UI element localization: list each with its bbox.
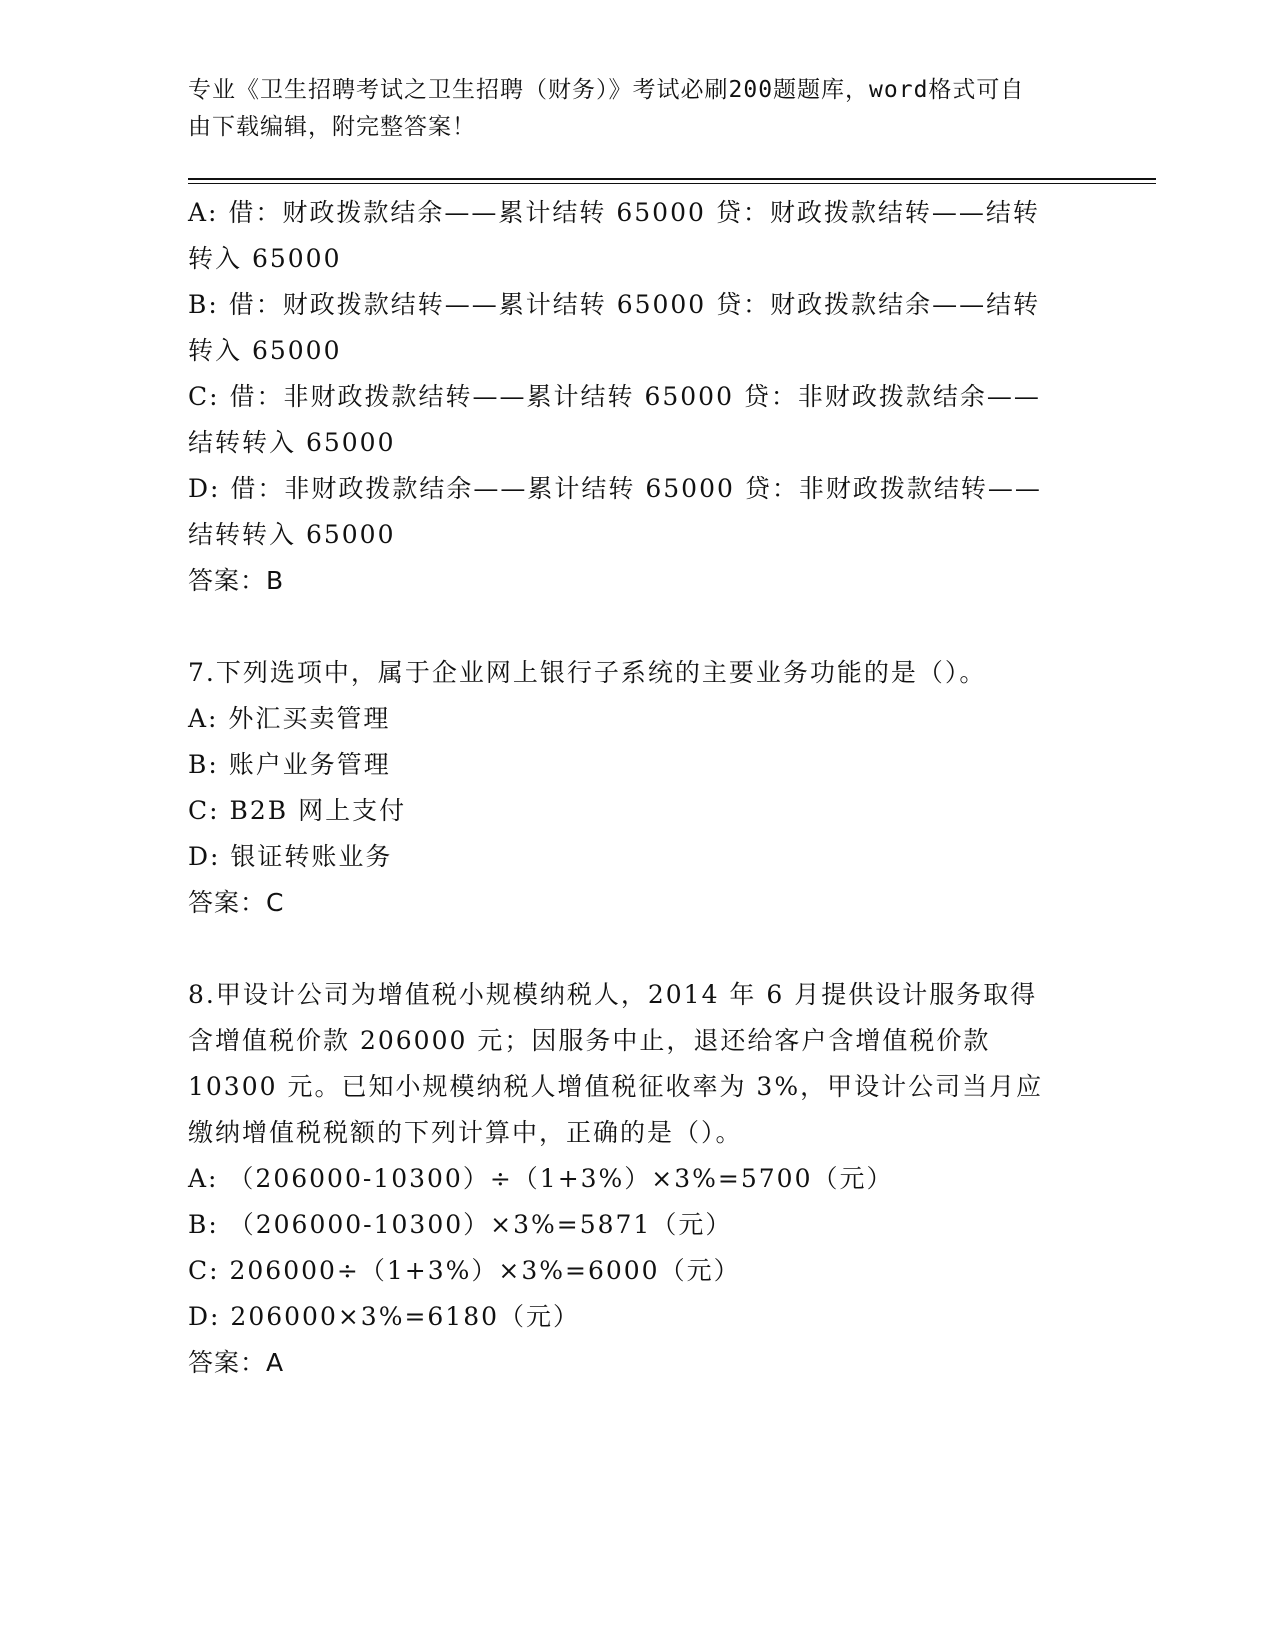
- header-line-1: 专业《卫生招聘考试之卫生招聘（财务）》考试必刷200题题库，word格式可自: [188, 77, 1025, 103]
- header-line-2: 由下载编辑，附完整答案！: [188, 114, 476, 140]
- spacer: [188, 604, 1088, 650]
- question-6-block: [188, 190, 1088, 604]
- q8-option-d: D: 206000×3%=6180（元）: [188, 1302, 581, 1331]
- q7-option-b: B: 账户业务管理: [188, 750, 391, 779]
- q6-option-b-line-2: 转入 65000: [188, 336, 342, 365]
- q7-answer: 答案：C: [188, 888, 285, 917]
- q8-question-line-3: 10300 元。已知小规模纳税人增值税征收率为 3%，甲设计公司当月应: [188, 1072, 1044, 1101]
- q6-answer: 答案：B: [188, 566, 285, 595]
- q6-option-d-line-2: 结转转入 65000: [188, 520, 396, 549]
- q7-question: 7.下列选项中，属于企业网上银行子系统的主要业务功能的是（）。: [188, 658, 987, 687]
- q6-option-a-line-1: A: 借：财政拨款结余——累计结转 65000 贷：财政拨款结转——结转: [188, 198, 1040, 227]
- header-divider-thin: [188, 183, 1156, 184]
- document-body: [188, 190, 1088, 1386]
- q7-option-a: A: 外汇买卖管理: [188, 704, 391, 733]
- q6-option-a-line-2: 转入 65000: [188, 244, 342, 273]
- q6-option-b-line-1: B: 借：财政拨款结转——累计结转 65000 贷：财政拨款结余——结转: [188, 290, 1041, 319]
- header-divider-thick: [188, 178, 1156, 180]
- document-header: [188, 72, 1068, 146]
- q7-option-d: D: 银证转账业务: [188, 842, 393, 871]
- q6-option-c-line-1: C: 借：非财政拨款结转——累计结转 65000 贷：非财政拨款结余——: [188, 382, 1041, 411]
- q8-question-line-2: 含增值税价款 206000 元；因服务中止，退还给客户含增值税价款: [188, 1026, 991, 1055]
- question-8-block: [188, 972, 1088, 1386]
- q8-option-b: B: （206000-10300）×3%=5871（元）: [188, 1210, 733, 1239]
- q6-option-d-line-1: D: 借：非财政拨款结余——累计结转 65000 贷：非财政拨款结转——: [188, 474, 1042, 503]
- q7-option-c: C: B2B 网上支付: [188, 796, 407, 825]
- spacer: [188, 926, 1088, 972]
- q6-option-c-line-2: 结转转入 65000: [188, 428, 396, 457]
- q8-option-a: A: （206000-10300）÷（1+3%）×3%=5700（元）: [188, 1164, 894, 1193]
- question-7-block: [188, 650, 1088, 926]
- q8-question-line-4: 缴纳增值税税额的下列计算中，正确的是（）。: [188, 1118, 743, 1147]
- q8-answer: 答案：A: [188, 1348, 285, 1377]
- q8-question-line-1: 8.甲设计公司为增值税小规模纳税人，2014 年 6 月提供设计服务取得: [188, 980, 1038, 1009]
- q8-option-c: C: 206000÷（1+3%）×3%=6000（元）: [188, 1256, 741, 1285]
